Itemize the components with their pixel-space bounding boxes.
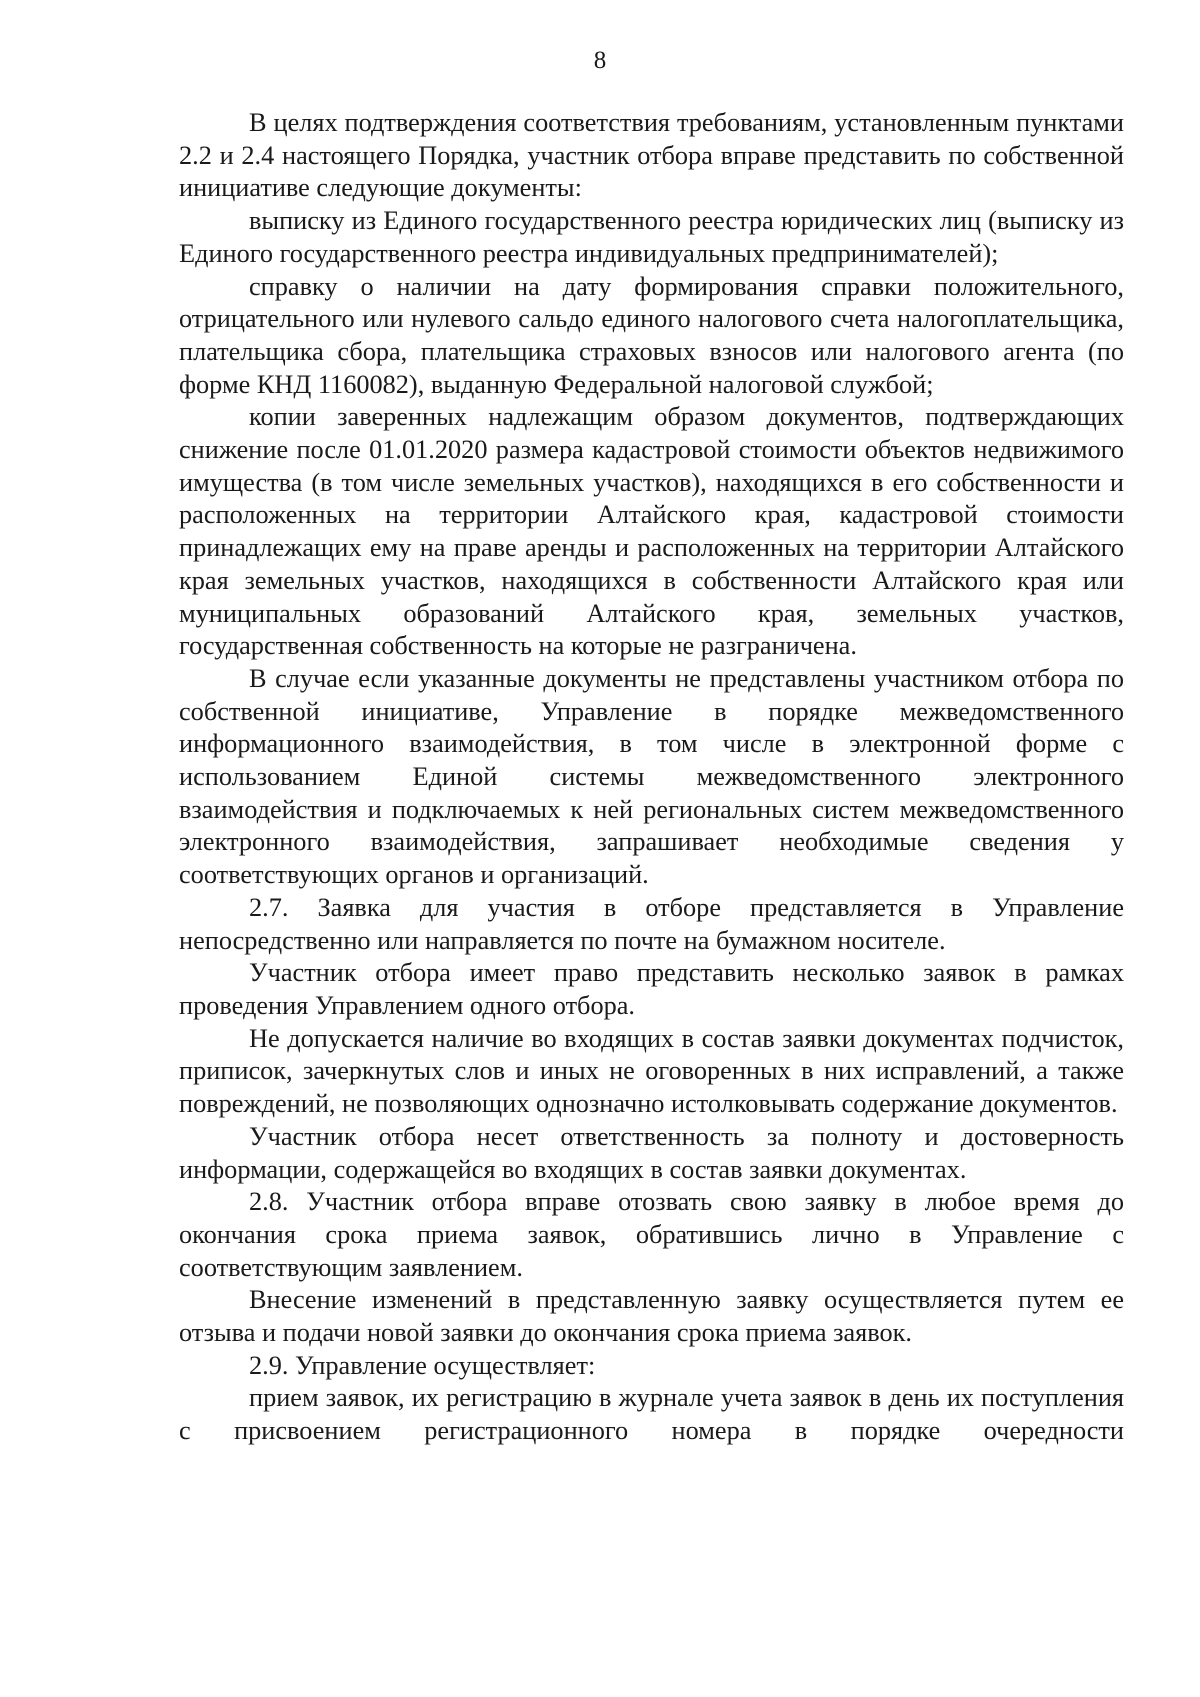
page-number: 8 bbox=[593, 47, 607, 74]
paragraph-5: В случае если указанные документы не представлены участником отбора по собственной инициативе, Управление в порядке межведомственного информационного взаимодействия, в том числе в электронной форме с использованием Единой системы межведомственного электронного взаимодействия и подключаемых к ней региональных систем межведомственного электронного взаимодействия, запрашивает необходимые сведения у соответствующих органов и организаций. bbox=[179, 663, 1124, 890]
paragraph-1: В целях подтверждения соответствия требованиям, установленным пунктами 2.2 и 2.4 настоящего Порядка, участник отбора вправе представить по собственной инициативе следующие документы: bbox=[179, 108, 1124, 203]
paragraph-4: копии заверенных надлежащим образом документов, подтверждающих снижение после 01.01.2020 размера кадастровой стоимости объектов недвижимого имущества (в том числе земельных участков), находящихся в его собственности и расположенных на территории Алтайского края, кадастровой стоимости принадлежащих ему на праве аренды и расположенных на территории Алтайского края земельных участков, находящихся в собственности Алтайского края или муниципальных образований Алтайского края, земельных участков, государственная собственность на которые не разграничена. bbox=[179, 402, 1124, 661]
paragraph-9: Участник отбора несет ответственность за полноту и достоверность информации, содержащейся во входящих в состав заявки документах. bbox=[179, 1121, 1124, 1184]
paragraph-2: выписку из Единого государственного реестра юридических лиц (выписку из Единого государственного реестра индивидуальных предпринимателей); bbox=[179, 206, 1124, 268]
paragraph-7: Участник отбора имеет право представить несколько заявок в рамках проведения Управлением одного отбора. bbox=[179, 958, 1124, 1020]
document-body bbox=[179, 107, 1124, 1448]
paragraph-8: Не допускается наличие во входящих в состав заявки документах подчисток, приписок, зачеркнутых слов и иных не оговоренных в них исправлений, а также повреждений, не позволяющих однозначно истолковывать содержание документов. bbox=[179, 1023, 1124, 1119]
paragraph-3: справку о наличии на дату формирования справки положительного, отрицательного или нулевого сальдо единого налогового счета налогоплательщика, плательщика сбора, плательщика страховых взносов или налогового агента (по форме КНД 1160082), выданную Федеральной налоговой службой; bbox=[179, 271, 1124, 399]
paragraph-13: прием заявок, их регистрацию в журнале учета заявок в день их поступления с присвоением регистрационного номера в порядке очередности bbox=[179, 1383, 1124, 1446]
paragraph-10: 2.8. Участник отбора вправе отозвать свою заявку в любое время до окончания срока приема заявок, обратившись лично в Управление с соответствующим заявлением. bbox=[179, 1187, 1124, 1282]
paragraph-6: 2.7. Заявка для участия в отборе представляется в Управление непосредственно или направляется по почте на бумажном носителе. bbox=[179, 892, 1124, 955]
paragraph-11: Внесение изменений в представленную заявку осуществляется путем ее отзыва и подачи новой заявки до окончания срока приема заявок. bbox=[179, 1285, 1124, 1348]
paragraph-12: 2.9. Управление осуществляет: bbox=[249, 1350, 596, 1380]
